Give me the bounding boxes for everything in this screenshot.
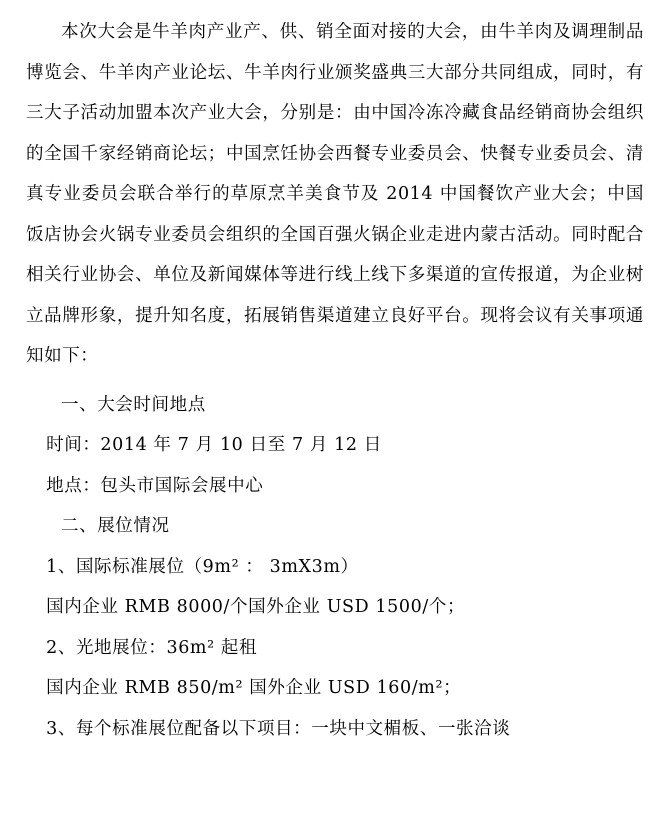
- paragraph-booth-items: 3、每个标准展位配备以下项目：一块中文楣板、一张洽谈: [46, 718, 511, 739]
- paragraph-intro: 本次大会是牛羊肉产业产、供、销全面对接的大会，由牛羊肉及调理制品博览会、牛羊肉产业论坛、牛羊肉行业颁奖盛典三大部分共同组成，同时，有三大子活动加盟本次产业大会，分别是：由中国冷冻冷藏食品经销商协会组织的全国千家经销商论坛；中国烹饪协会西餐专业委员会、快餐专业委员会、清真专业委员会联合举行的草原烹羊美食节及 2014 中国餐饮产业大会；中国饭店协会火锅专业委员会组织的全国百强火锅企业走进内蒙古活动。同时配合相关行业协会、单位及新闻媒体等进行线上线下多渠道的宣传报道，为企业树立品牌形象，提升知名度，拓展销售渠道建立良好平台。现将会议有关事项通知如下：: [26, 22, 644, 366]
- paragraph-time: 时间：2014 年 7 月 10 日至 7 月 12 日: [46, 435, 382, 455]
- paragraph-booth-raw-price: 国内企业 RMB 850/m² 国外企业 USD 160/m²；: [46, 678, 462, 698]
- heading-section-two: 二、展位情况: [61, 516, 170, 536]
- paragraph-place: 地点：包头市国际会展中心: [46, 475, 264, 496]
- spacer: [26, 377, 644, 385]
- paragraph-booth-standard: 1、国际标准展位（9m² ： 3mX3m）: [46, 556, 359, 577]
- paragraph-booth-raw: 2、光地展位：36m² 起租: [46, 637, 258, 658]
- paragraph-booth-standard-price: 国内企业 RMB 8000/个国外企业 USD 1500/个；: [46, 597, 466, 617]
- heading-section-one: 一、大会时间地点: [61, 394, 206, 415]
